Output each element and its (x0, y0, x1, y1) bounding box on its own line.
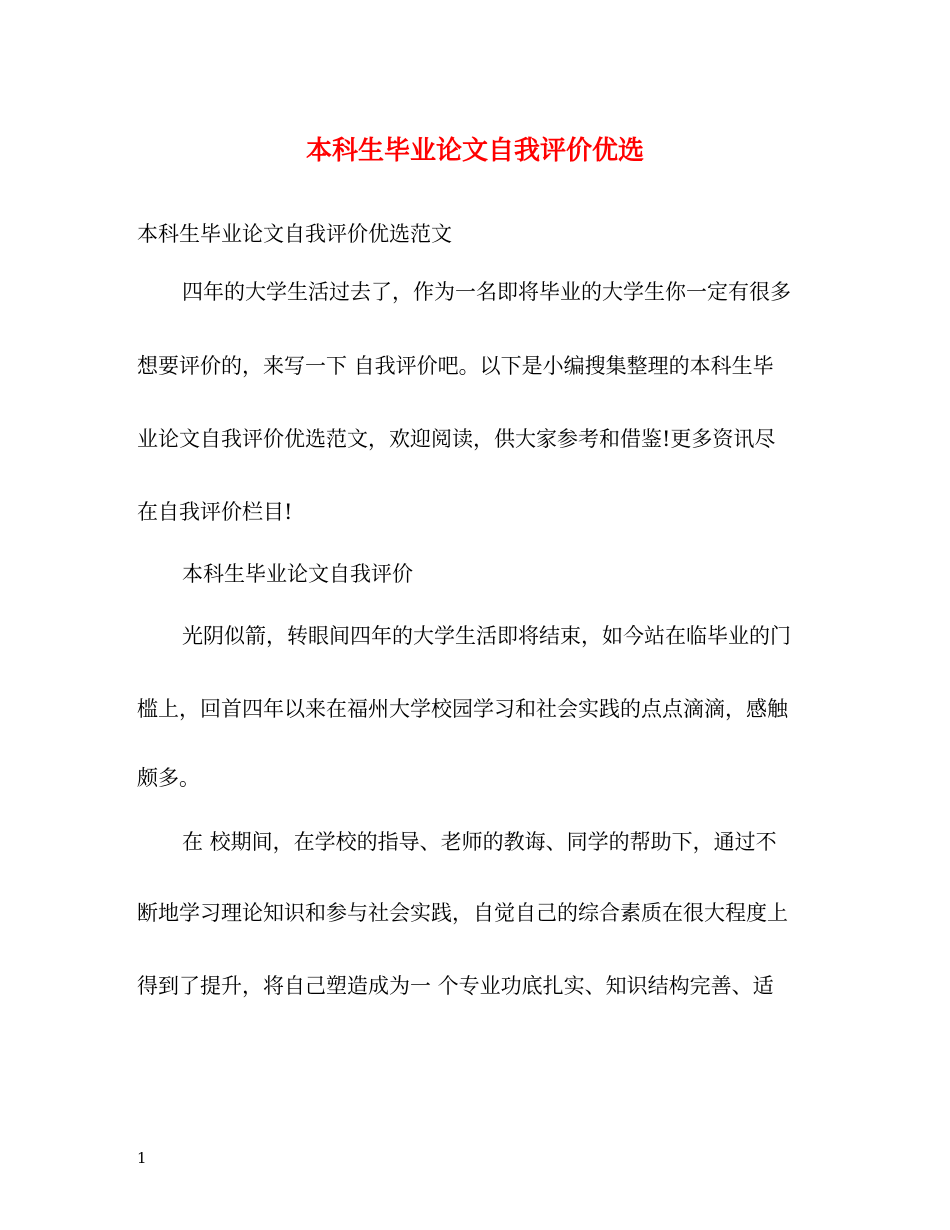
body-line: 断地学习理论知识和参与社会实践，自觉自己的综合素质在很大程度上 (137, 901, 788, 925)
body-line: 想要评价的，来写一下 自我评价吧。以下是小编搜集整理的本科生毕 (137, 354, 774, 378)
subtitle-line: 本科生毕业论文自我评价优选范文 (137, 222, 452, 246)
page-number: 1 (137, 1149, 147, 1167)
body-line: 业论文自我评价优选范文，欢迎阅读，供大家参考和借鉴!更多资讯尽 (137, 427, 776, 451)
section-heading: 本科生毕业论文自我评价 (182, 562, 413, 586)
body-line: 得到了提升，将自己塑造成为一 个专业功底扎实、知识结构完善、适 (137, 974, 774, 998)
body-line: 颇多。 (137, 766, 200, 790)
body-line: 在自我评价栏目! (137, 500, 293, 524)
body-line: 光阴似箭，转眼间四年的大学生活即将结束，如今站在临毕业的门 (182, 624, 791, 648)
page-title: 本科生毕业论文自我评价优选 (305, 136, 644, 166)
body-line: 四年的大学生活过去了，作为一名即将毕业的大学生你一定有很多 (182, 280, 791, 304)
body-line: 槛上，回首四年以来在福州大学校园学习和社会实践的点点滴滴，感触 (137, 697, 788, 721)
body-line: 在 校期间，在学校的指导、老师的教诲、同学的帮助下，通过不 (182, 830, 777, 854)
